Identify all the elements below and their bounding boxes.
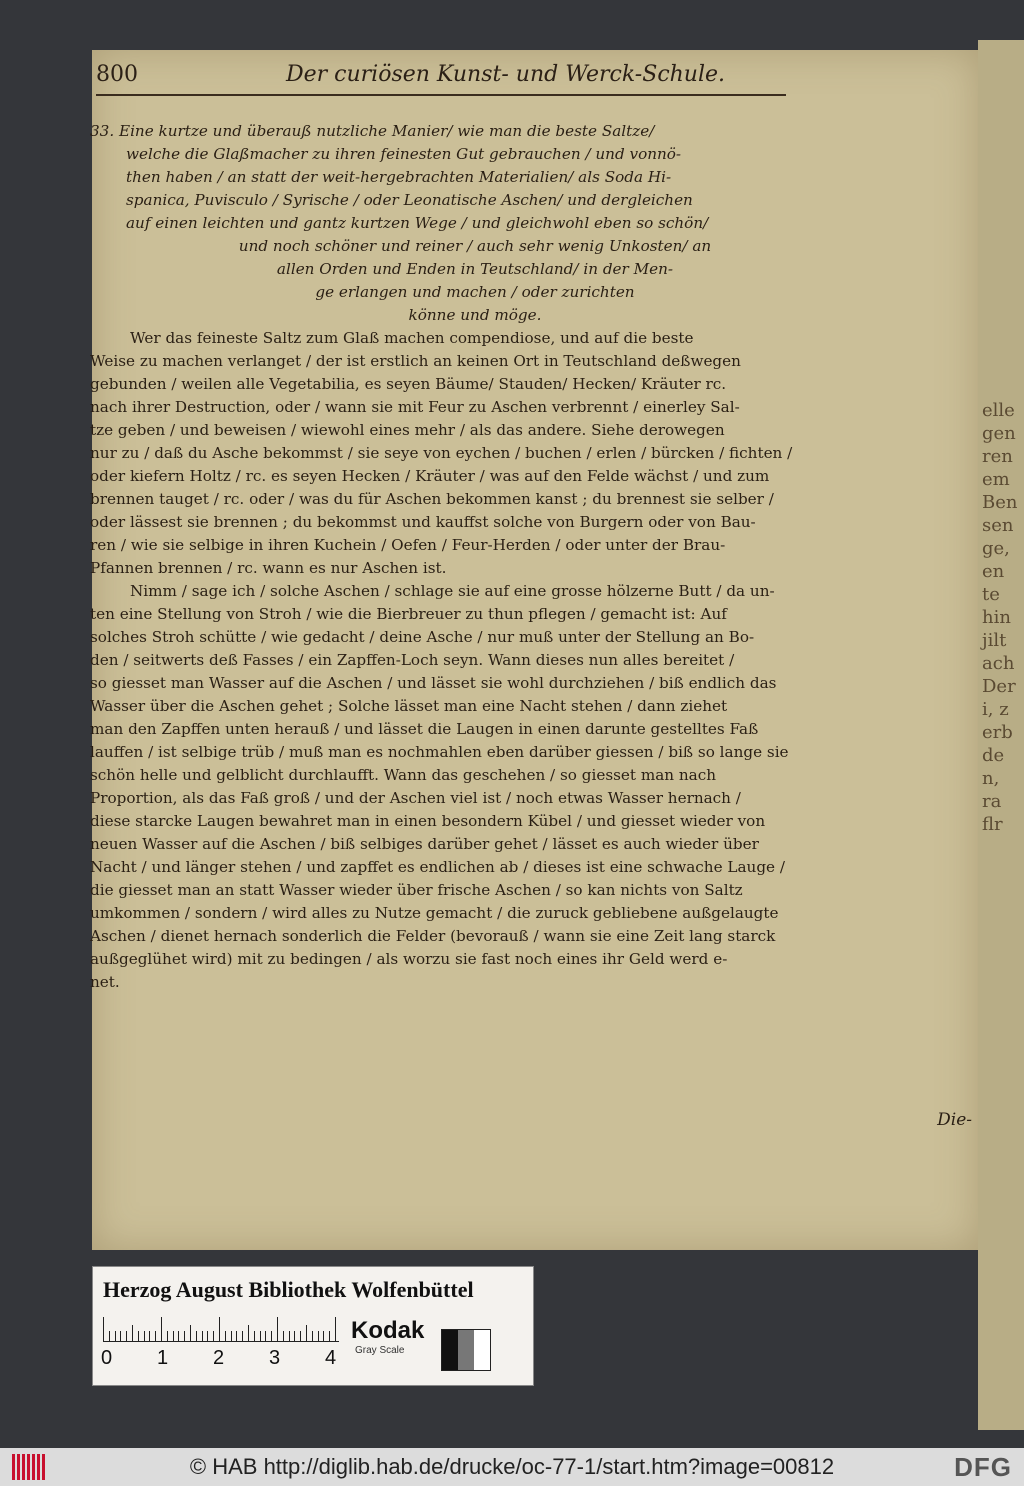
body-line: gebunden / weilen alle Vegetabilia, es seyen Bäume/ Stauden/ Hecken/ Kräuter rc. [90, 375, 727, 393]
ruler-tick [173, 1331, 174, 1341]
running-head: Der curiösen Kunst- und Werck-Schule. [286, 62, 726, 87]
body-line: net. [90, 973, 120, 991]
ruler-tick [231, 1331, 232, 1341]
body-line: solches Stroh schütte / wie gedacht / deine Asche / nur muß unter der Stellung an Bo- [90, 628, 755, 646]
body-line: nur zu / daß du Asche bekommst / sie seye von eychen / buchen / erlen / bürcken / fichten / [90, 444, 793, 462]
ruler-tick [132, 1325, 133, 1341]
body-line: ten eine Stellung von Stroh / wie die Bierbreuer zu thun pflegen / gemacht ist: Auf [90, 605, 727, 623]
swatch-black [442, 1330, 458, 1370]
body-line: oder lässest sie brennen ; du bekommst und kauffst solche von Burgern oder von Bau- [90, 513, 756, 531]
heading-line: spanica, Puvisculo / Syrische / oder Leonatische Aschen/ und dergleichen [126, 191, 693, 209]
body-line: Wasser über die Aschen gehet ; Solche lässet man eine Nacht stehen / dann ziehet [90, 697, 728, 715]
ruler-tick [202, 1331, 203, 1341]
scale-ruler [103, 1315, 339, 1342]
facing-page-fragment: hin [982, 607, 1011, 628]
body-line: schön helle und gelblicht durchlaufft. Wann das geschehen / so giesset man nach [90, 766, 717, 784]
body-line: Wer das feineste Saltz zum Glaß machen compendiose, und auf die beste [130, 329, 694, 347]
ruler-tick [318, 1331, 319, 1341]
ruler-tick [161, 1317, 162, 1341]
facing-page-fragment: i, z [982, 699, 1009, 720]
body-line: Proportion, als das Faß groß / und der Aschen viel ist / noch etwas Wasser hernach / [90, 789, 741, 807]
ruler-tick [271, 1331, 272, 1341]
ruler-tick [312, 1331, 313, 1341]
page-number: 800 [96, 62, 138, 87]
facing-page-fragment: gen [982, 423, 1016, 444]
facing-page-fragment: sen [982, 515, 1014, 536]
ruler-tick [190, 1325, 191, 1341]
page-text [90, 120, 860, 994]
heading-line: 33. Eine kurtze und überauß nutzliche Manier/ wie man die beste Saltze/ [90, 122, 655, 140]
heading-line: und noch schöner und reiner / auch sehr wenig Unkosten/ an [238, 237, 712, 255]
heading-line: ge erlangen und machen / oder zurichten [315, 283, 635, 301]
ruler-tick [207, 1331, 208, 1341]
swatch-white [474, 1330, 490, 1370]
heading-line: allen Orden und Enden in Teutschland/ in der Men- [276, 260, 674, 278]
facing-page-fragment: flr [982, 814, 1003, 835]
facing-page-fragment: ren [982, 446, 1013, 467]
body-line: ren / wie sie selbige in ihren Kuchein / Oefen / Feur-Herden / oder unter der Brau- [90, 536, 726, 554]
gray-scale-swatches [441, 1329, 491, 1371]
body-line: diese starcke Laugen bewahret man in einen besondern Kübel / und giesset wieder von [90, 812, 766, 830]
gray-scale-caption: Gray Scale [355, 1345, 405, 1356]
body-line: umkommen / sondern / wird alles zu Nutze gemacht / die zuruck gebliebene außgelaugte [90, 904, 779, 922]
ruler-tick [196, 1331, 197, 1341]
ruler-tick [219, 1317, 220, 1341]
heading-line: welche die Glaßmacher zu ihren feinesten Gut gebrauchen / und vonnö- [126, 145, 682, 163]
body-line: nach ihrer Destruction, oder / wann sie mit Feur zu Aschen verbrennt / einerley Sal- [90, 398, 740, 416]
ruler-tick [225, 1331, 226, 1341]
page-header [96, 56, 796, 96]
ruler-tick [329, 1331, 330, 1341]
body-line: Weise zu machen verlanget / der ist erstlich an keinen Ort in Teutschland deßwegen [90, 352, 741, 370]
body-line: Aschen / dienet hernach sonderlich die Felder (bevorauß / wann sie eine Zeit lang starck [90, 927, 776, 945]
body-line: lauffen / ist selbige trüb / muß man es nochmahlen eben darüber giessen / biß so lange sie [90, 743, 789, 761]
ruler-tick [138, 1331, 139, 1341]
facing-page-fragment: elle [982, 400, 1015, 421]
facing-page-fragment: ra [982, 791, 1002, 812]
ruler-tick [144, 1331, 145, 1341]
heading-line: könne und möge. [408, 306, 542, 324]
ruler-tick [120, 1331, 121, 1341]
ruler-number: 4 [325, 1347, 337, 1369]
library-label [92, 1266, 534, 1386]
ruler-tick [178, 1331, 179, 1341]
facing-page-fragment: em [982, 469, 1010, 490]
facing-page-edge [978, 40, 1024, 1430]
ruler-tick [242, 1331, 243, 1341]
dfg-logo: DFG [954, 1452, 1012, 1482]
ruler-tick [167, 1331, 168, 1341]
ruler-tick [294, 1331, 295, 1341]
facing-page-fragment: ge, [982, 538, 1010, 559]
ruler-tick [260, 1331, 261, 1341]
ruler-tick [300, 1331, 301, 1341]
ruler-tick [306, 1325, 307, 1341]
ruler-tick [335, 1317, 336, 1341]
ruler-tick [254, 1331, 255, 1341]
ruler-tick [248, 1325, 249, 1341]
ruler-tick [149, 1331, 150, 1341]
ruler-tick [213, 1331, 214, 1341]
ruler-tick [323, 1331, 324, 1341]
facing-page-fragment: ach [982, 653, 1015, 674]
footer-bar [0, 1448, 1024, 1486]
ruler-tick [103, 1317, 104, 1341]
body-line: den / seitwerts deß Fasses / ein Zapffen-Loch seyn. Wann dieses nun alles bereitet / [90, 651, 735, 669]
facing-page-fragment: Ben [982, 492, 1018, 513]
section-heading [90, 120, 860, 327]
heading-line: auf einen leichten und gantz kurtzen Wege / und gleichwohl eben so schön/ [126, 214, 709, 232]
swatch-gray [458, 1330, 474, 1370]
ruler-tick [115, 1331, 116, 1341]
institution-name: Herzog August Bibliothek Wolfenbüttel [103, 1277, 474, 1302]
kodak-logo: Kodak [351, 1317, 425, 1344]
body-line: die giesset man an statt Wasser wieder über frische Aschen / so kan nichts von Saltz [90, 881, 743, 899]
body-line: Pfannen brennen / rc. wann es nur Aschen ist. [90, 559, 447, 577]
ruler-tick [155, 1331, 156, 1341]
ruler-numbers [101, 1347, 351, 1373]
body-line: neuen Wasser auf die Aschen / biß selbiges darüber gehet / lässet es auch wieder über [90, 835, 759, 853]
footer-url[interactable]: © HAB http://diglib.hab.de/drucke/oc-77-1/start.htm?image=00812 [189, 1454, 835, 1479]
facing-page-fragment: erb [982, 722, 1013, 743]
facing-page-fragment: te [982, 584, 1000, 605]
ruler-tick [236, 1331, 237, 1341]
ruler-tick [277, 1317, 278, 1341]
facing-page-fragment: de [982, 745, 1005, 766]
facing-page-fragment: jilt [982, 630, 1007, 651]
header-rule [96, 94, 786, 96]
ruler-tick [265, 1331, 266, 1341]
ruler-tick [109, 1331, 110, 1341]
body-line: Nimm / sage ich / solche Aschen / schlage sie auf eine grosse hölzerne Butt / da un- [130, 582, 775, 600]
ruler-tick [184, 1331, 185, 1341]
body-line: man den Zapffen unten herauß / und lässet die Laugen in einen darunte gestelltes Faß [90, 720, 759, 738]
ruler-number: 2 [213, 1347, 225, 1369]
body-line: tze geben / und beweisen / wiewohl eines mehr / als das andere. Siehe derowegen [90, 421, 725, 439]
heading-line: then haben / an statt der weit-hergebrachten Materialien/ als Soda Hi- [126, 168, 672, 186]
ruler-tick [126, 1331, 127, 1341]
ruler-tick [289, 1331, 290, 1341]
ruler-tick [283, 1331, 284, 1341]
ruler-number: 3 [269, 1347, 281, 1369]
body-line: oder kiefern Holtz / rc. es seyen Hecken / Kräuter / was auf den Felde wächst / und zum [90, 467, 770, 485]
ruler-number: 0 [101, 1347, 113, 1369]
catchword: Die- [937, 1110, 972, 1130]
body-line: so giesset man Wasser auf die Aschen / und lässet sie wohl durchziehen / biß endlich das [90, 674, 777, 692]
body-line: außgeglühet wird) mit zu bedingen / als worzu sie fast noch eines ihr Geld werd e- [90, 950, 728, 968]
facing-page-fragment: Der [982, 676, 1016, 697]
body-line: brennen tauget / rc. oder / was du für Aschen bekommen kanst ; du brennest sie selber / [90, 490, 774, 508]
facing-page-fragment: en [982, 561, 1005, 582]
facing-page-fragment: n, [982, 768, 1000, 789]
ruler-number: 1 [157, 1347, 169, 1369]
body-line: Nacht / und länger stehen / und zapffet es endlichen ab / dieses ist eine schwache Lauge / [90, 858, 785, 876]
body-paragraphs [90, 327, 860, 994]
